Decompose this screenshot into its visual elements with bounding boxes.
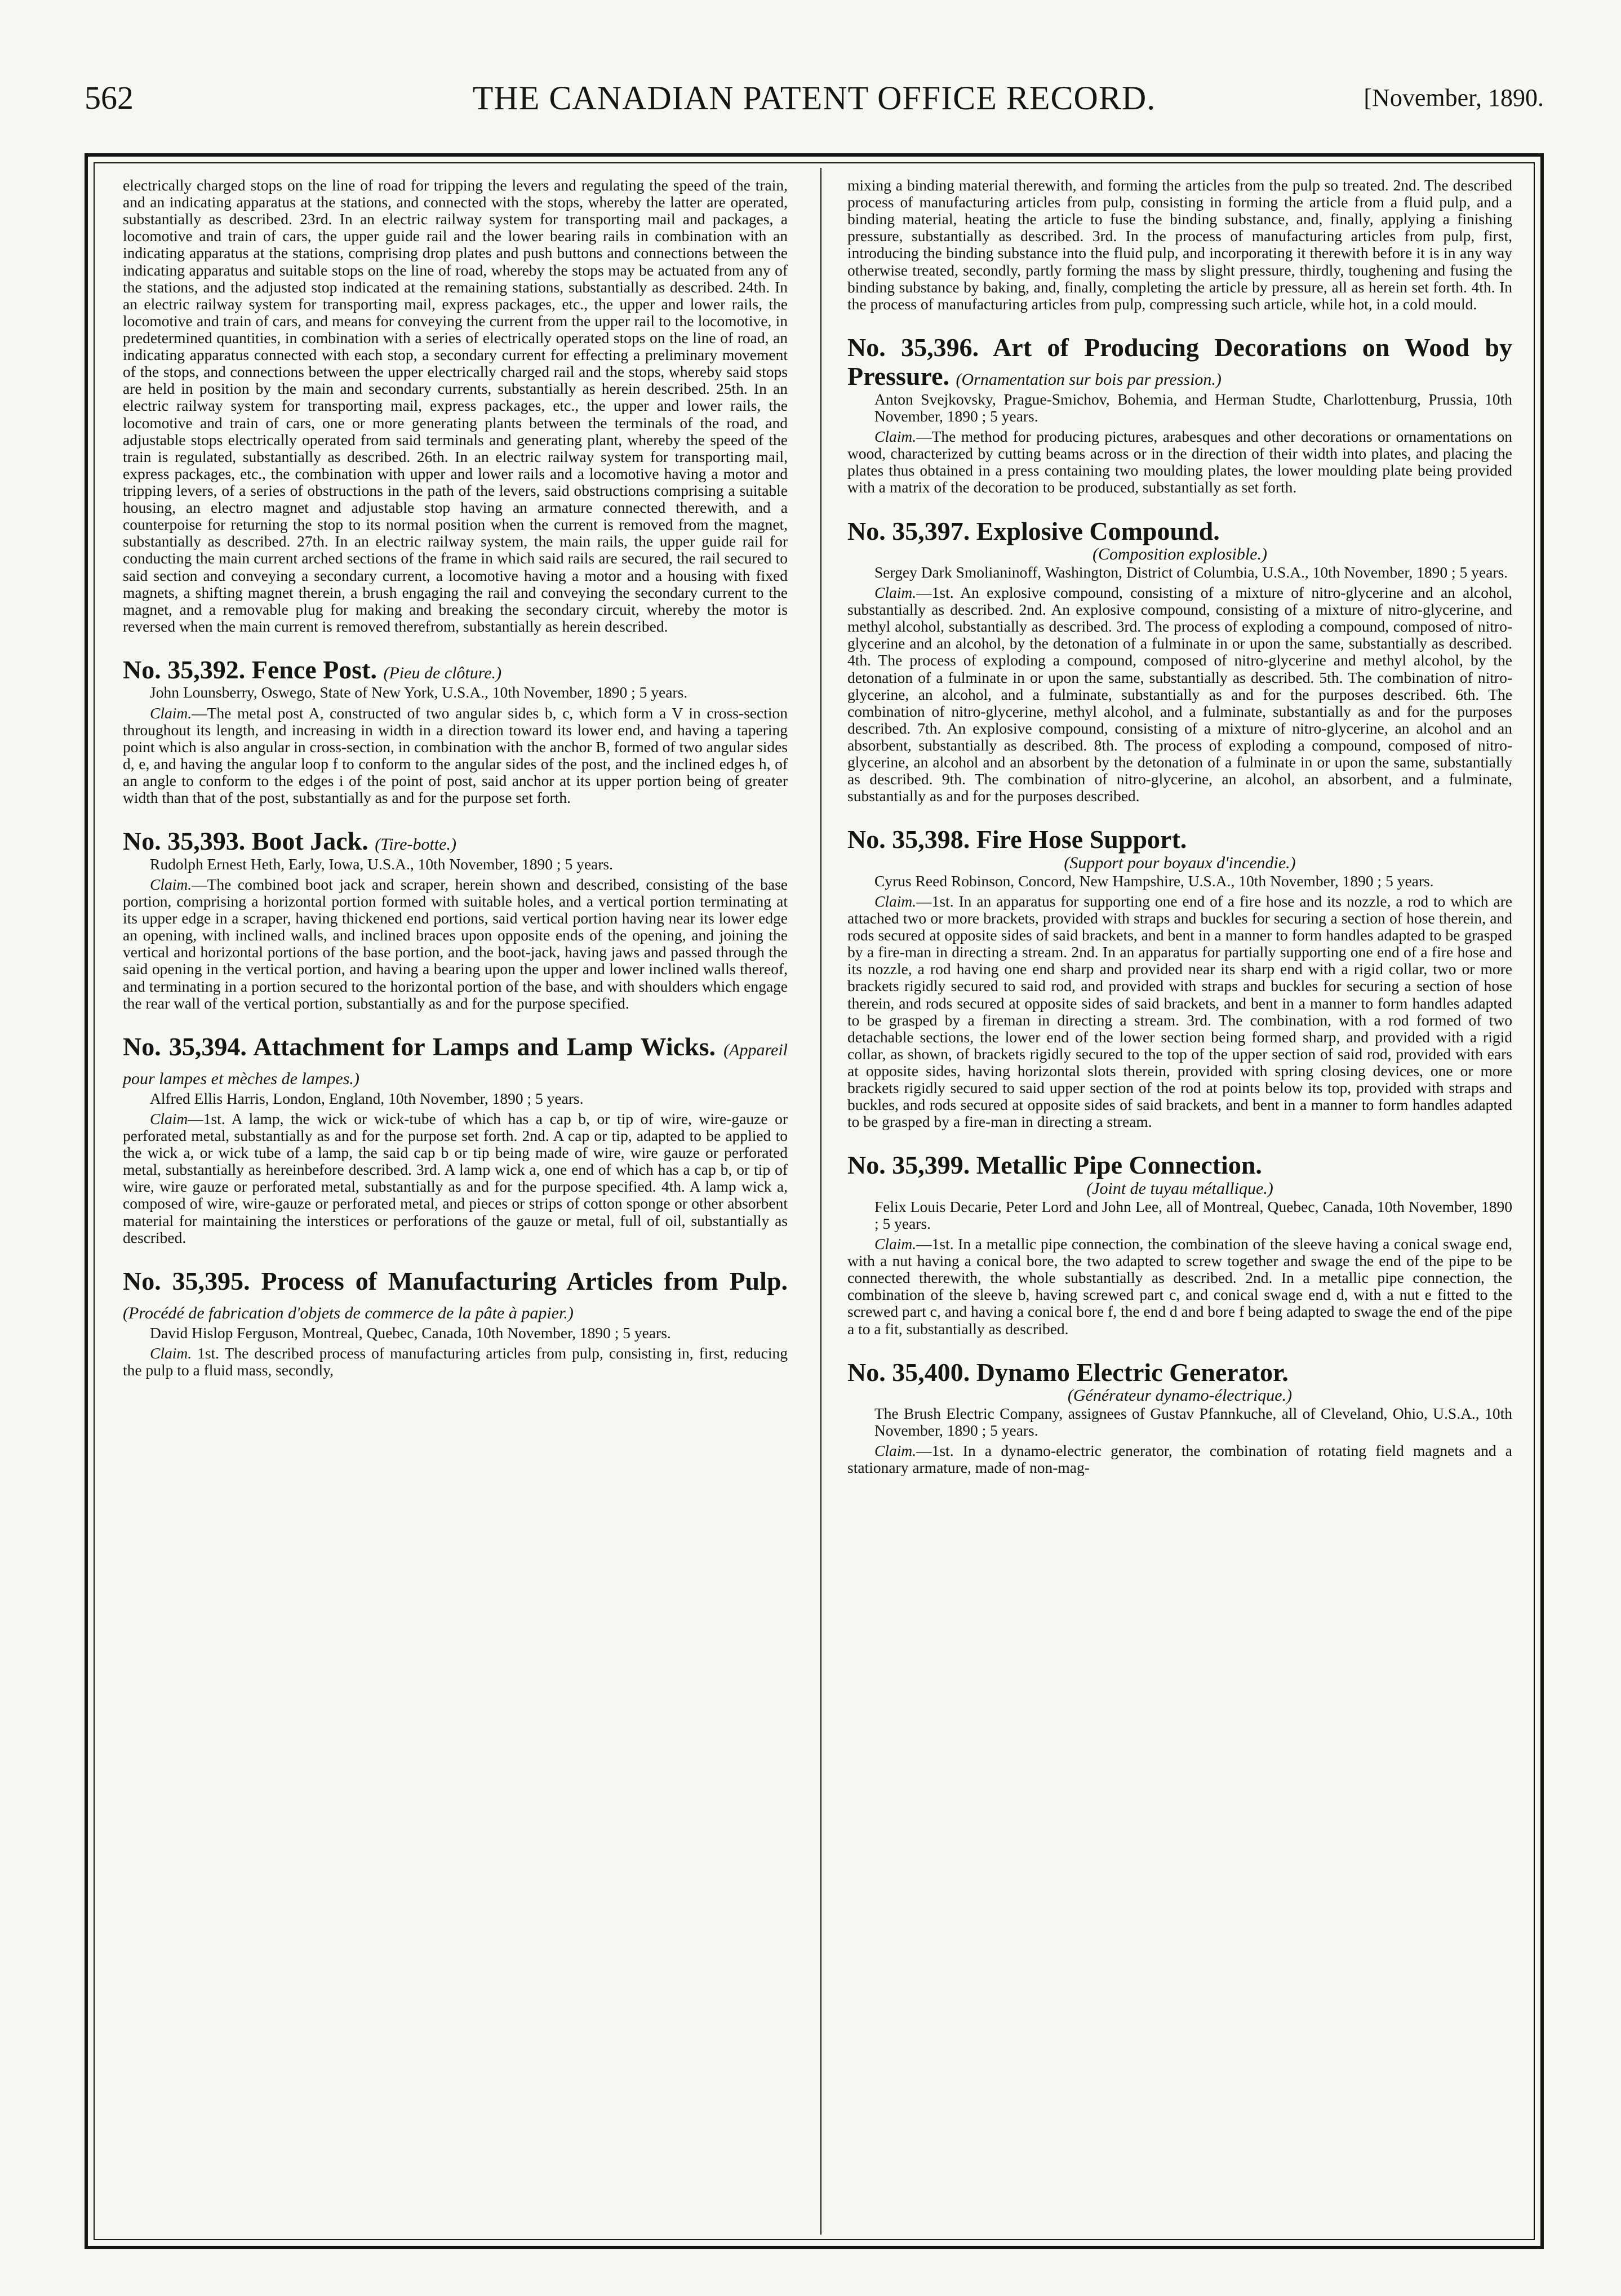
right-column (847, 177, 1512, 1476)
claim-text (847, 1236, 1512, 1338)
patent-heading (123, 1267, 788, 1325)
patent-number: No. 35,397. (847, 516, 970, 545)
patent-title: Boot Jack. (251, 827, 368, 856)
patentee: Felix Louis Decarie, Peter Lord and John Lee, all of Montreal, Quebec, Canada, 10th November, 1890 ; 5 years. (874, 1197, 1512, 1232)
claim-body: —The combined boot jack and scraper, herein shown and described, consisting of the base portion, comprising a horizontal portion formed with suitable holes, and a vertical portion terminating at its upper edge in a scraper, having thickened end portions, said vertical portion having near its lower edge an opening, with inclined walls, and inclined braces upon opposite ends of the opening, and joining the vertical and horizontal portions of the base portion, and the boot-jack, having jaws and passed through the said opening in the vertical portion, and having a bearing upon the upper and lower inclined walls thereof, and terminating in a portion secured to the horizontal portion of the base, and with shoulders which engage the rear wall of the vertical portion, substantially as and for the purpose specified. (123, 875, 788, 1012)
patent-title: Art of Producing Decorations on Wood by Pressure. (847, 332, 1512, 391)
patent-entry-35399 (847, 1151, 1512, 1337)
claim-text (123, 705, 788, 807)
patentee: The Brush Electric Company, assignees of Gustav Pfannkuche, all of Cleveland, Ohio, U.S.A., 10th November, 1890 ; 5 years. (874, 1405, 1512, 1440)
patent-number: No. 35,395. (123, 1266, 250, 1295)
patent-title: Explosive Compound. (976, 516, 1220, 545)
claim-label: Claim. (874, 1442, 917, 1460)
claim-label: Claim. (150, 875, 192, 893)
patent-translation: (Appareil pour lampes et mèches de lampes.) (123, 1040, 788, 1089)
patent-heading (847, 1151, 1512, 1180)
patent-translation: (Générateur dynamo-électrique.) (1067, 1386, 1293, 1405)
patent-translation: (Ornamentation sur bois par pression.) (956, 370, 1222, 389)
patent-entry-35392 (123, 655, 788, 806)
claim-text (847, 1442, 1512, 1476)
patent-translation: (Support pour boyaux d'incendie.) (1064, 853, 1296, 872)
claim-label: Claim. (874, 1235, 917, 1253)
claim-text (847, 428, 1512, 496)
patentee: Alfred Ellis Harris, London, England, 10th November, 1890 ; 5 years. (150, 1089, 584, 1107)
patentee: David Hislop Ferguson, Montreal, Quebec, Canada, 10th November, 1890 ; 5 years. (150, 1324, 671, 1342)
claim-text (847, 584, 1512, 805)
patent-heading (847, 333, 1512, 391)
claim-label: Claim. (874, 584, 917, 602)
patent-translation: (Tire-botte.) (375, 835, 456, 854)
patent-title: Process of Manufacturing Articles from Pulp. (261, 1266, 788, 1295)
page-number: 562 (85, 79, 134, 116)
patent-heading (847, 1358, 1512, 1387)
claim-body: —1st. In a metallic pipe connection, the combination of the sleeve having a conical swage end, with a nut having a conical bore, the two adapted to screw together and swage the end of the pipe to be connected therewith, the whole substantially as described. 2nd. In a metallic pipe connection, the combination of the sleeve b, having screwed part c, and conical swage end d, with a nut e fitted to the screwed part c, and having a conical bore f, the end d and bore f being adapted to swage the end of the pipe a to a fit, substantially as described. (847, 1235, 1512, 1338)
continued-claims: electrically charged stops on the line of road for tripping the levers and regulating the speed of the train, and an indicating apparatus at the stations, and connected with the stops, whereby the latter are operated, substantially as described. 23rd. In an electric railway system for transporting mail and packages, a locomotive and train of cars, the upper guide rail and the lower bearing rails in combination with an indicating apparatus at the stations, comprising drop plates and push buttons and connections between the indicating apparatus and suitable stops on the line of road, whereby the stops may be actuated from any of the stations, and the adjusted stop indicated at the remaining stations, substantially as described. 24th. In an electric railway system for transporting mail, express packages, etc., the upper and lower rails, the locomotive and train of cars, and means for conveying the current from the upper rail to the locomotive, in predetermined quantities, in combination with a series of electrically operated stops on the line of road, an indicating apparatus connected with each stop, a secondary current for effecting a preliminary movement of the stops, and connections between the upper electrically charged rail and the stops, whereby said stops are held in position by the main and secondary currents, substantially as herein described. 25th. In an electric railway system for transporting mail, express packages, etc., the upper and lower rails, the locomotive and train of cars, one or more generating plants between the terminals of the road, and adjustable stops electrically operated from said terminals and generating plant, whereby the speed of the train is regulated, substantially as described. 26th. In an electric railway system for transporting mail, express packages, etc., the combination with upper and lower rails and a locomotive having a motor and tripping levers, of a series of obstructions in the path of the levers, said obstructions comprising a suitable housing, an electro magnet and adjustable stop having an armature connected therewith, and a counterpoise for returning the stop to its normal position when the current is removed from the magnet, substantially as described. 27th. In an electric railway system, the main rails, the upper guide rail for conducting the main current arched sections of the frame in which said rails are secured, the rail secured to said section and conveying a secondary current, a locomotive having a motor and a housing with fixed magnets, a shifting magnet therein, a brush engaging the rail and conveying the secondary current to the magnet, and a removable plug for making and breaking the secondary circuit, whereby the motor is reversed when the main current is removed therefrom, substantially as herein described. (123, 176, 788, 635)
issue-date: [November, 1890. (1364, 84, 1544, 112)
claim-label: Claim. (874, 892, 917, 910)
patent-number: No. 35,392. (123, 655, 246, 684)
claim-label: Claim (150, 1109, 188, 1127)
patent-heading (123, 1032, 788, 1090)
patent-number: No. 35,398. (847, 825, 970, 854)
claim-body: 1st. The described process of manufacturing articles from pulp, consisting in, first, reducing the pulp to a fluid mass, secondly, (123, 1344, 788, 1379)
page-frame (85, 153, 1544, 2249)
patent-title: Attachment for Lamps and Lamp Wicks. (253, 1032, 716, 1061)
patent-entry-35398 (847, 825, 1512, 1130)
patent-entry-35400 (847, 1358, 1512, 1477)
claim-body: —1st. In a dynamo-electric generator, the combination of rotating field magnets and a stationary armature, made of non-mag- (847, 1442, 1512, 1477)
patent-entry-35394 (123, 1032, 788, 1246)
claim-body: —1st. In an apparatus for supporting one end of a fire hose and its nozzle, a rod to which are attached two or more brackets, provided with straps and buckles for securing a section of hose therein, and rods secured at opposite sides of said brackets, and bent in a manner to form handles adapted to be grasped by a fire-man in directing a stream. 2nd. In an apparatus for partially supporting one end of a fire hose and its nozzle, a rod having one end sharp and provided near its sharp end with a rigid collar, two or more brackets rigidly secured to said rod, and provided with straps and buckles for securing a section of hose therein, and rods secured at opposite sides of said brackets, and bent in a manner to form handles adapted to be grasped by a fireman in directing a stream. 3rd. The combination, with a rod formed of two detachable sections, the lower end of the lower section being formed sharp, and provided with a rigid collar, as shown, of brackets rigidly secured to the top of the upper section of said rod, provided with ears at opposite sides, having horizontal slots therein, provided with spring closing devices, one or more brackets rigidly secured to said upper section of the rod at points below its top, provided with straps and buckles, and rods secured at opposite sides of said brackets, and bent in a manner to form handles adapted to be grasped by a fire-man in directing a stream. (847, 892, 1512, 1131)
patent-translation: (Composition explosible.) (1092, 545, 1267, 564)
patentee: Cyrus Reed Robinson, Concord, New Hampshire, U.S.A., 10th November, 1890 ; 5 years. (874, 872, 1434, 890)
patentee: John Lounsberry, Oswego, State of New York, U.S.A., 10th November, 1890 ; 5 years. (150, 683, 688, 701)
patent-number: No. 35,393. (123, 827, 246, 856)
patent-number: No. 35,399. (847, 1151, 970, 1180)
patent-entry-35396 (847, 333, 1512, 496)
patent-heading (123, 827, 788, 856)
claim-body: —The method for producing pictures, arabesques and other decorations or ornamentations on wood, characterized by cutting beams across or in the direction of their width into plates, and placing the plates thus obtained in a press containing two moulding plates, the lower moulding plate being provided with a matrix of the decoration to be produced, substantially as set forth. (847, 428, 1512, 496)
claim-label: Claim. (150, 704, 192, 722)
claim-body: —The metal post A, constructed of two angular sides b, c, which form a V in cross-section throughout its length, and increasing in width in a direction toward its lower end, and having a tapering point which is also angular in cross-section, in combination with the anchor B, formed of two angular sides d, e, and having the angular loop f to conform to the angular sides of the post, and the inclined edges h, of an angle to conform to the edges i of the point of post, said anchor at its upper portion being of greater width than that of the post, substantially as and for the purpose set forth. (123, 704, 788, 807)
patent-entry-35395 (123, 1267, 788, 1379)
claim-text (123, 876, 788, 1012)
claim-label: Claim. (874, 428, 917, 446)
page-header (85, 79, 1544, 130)
patentee: Sergey Dark Smolianinoff, Washington, District of Columbia, U.S.A., 10th November, 1890 ; 5 years. (874, 563, 1508, 581)
publication-title: THE CANADIAN PATENT OFFICE RECORD. (472, 79, 1156, 117)
patent-entry-35397 (847, 517, 1512, 805)
patent-title: Dynamo Electric Generator. (976, 1357, 1289, 1387)
column-divider (820, 168, 821, 2235)
patent-translation: (Joint de tuyau métallique.) (1086, 1179, 1273, 1198)
claim-text (847, 893, 1512, 1131)
patent-heading (847, 825, 1512, 854)
patent-heading (847, 517, 1512, 546)
patent-heading (123, 655, 788, 685)
claim-label: Claim. (150, 1344, 192, 1362)
patent-number: No. 35,394. (123, 1032, 247, 1061)
claim-body: —1st. An explosive compound, consisting of a mixture of nitro-glycerine and an alcohol, substantially as described. 2nd. An explosive compound, consisting of a mixture of nitro-glycerine, and methyl alcohol, substantially as described. 3rd. The process of exploding a compound, composed of nitro-glycerine and an alcohol, by the detonation of a fulminate in or upon the same, substantially as described. 4th. The process of exploding a compound, composed of nitro-glycerine and methyl alcohol, by the detonation of a fulminate in or upon the same, substantially as described. 5th. The combination of nitro-glycerine, an alcohol, and a fulminate, substantially as and for the purposes described. 6th. The combination of nitro-glycerine, methyl alcohol, and a fulminate, substantially as and for the purposes described. 7th. An explosive compound, consisting of a mixture of nitro-glycerine, an alcohol and an absorbent, substantially as described. 8th. The process of exploding a compound, composed of nitro-glycerine, an alcohol and an absorbent by the detonation of a fulminate in or upon the same, substantially as described. 9th. The combination of nitro-glycerine, an alcohol, an absorbent, and a fulminate, substantially as and for the purposes described. (847, 584, 1512, 805)
patent-title: Metallic Pipe Connection. (976, 1151, 1262, 1180)
claim-body: —1st. A lamp, the wick or wick-tube of which has a cap b, or tip of wire, wire-gauze or perforated metal, substantially as and for the purpose set forth. 2nd. A cap or tip, adapted to be applied to the wick a, or wick tube of a lamp, the said cap b or tip being made of wire, wire gauze or perforated metal, substantially as hereinbefore described. 3rd. A lamp wick a, one end of which has a cap b, or tip of wire, wire gauze or perforated metal, substantially as and for the purpose specified. 4th. A lamp wick a, composed of wire, wire-gauze or perforated metal, and pieces or strips of cotton sponge or other absorbent material for maintaining the interstices or perforations of the gauze or metal, full of oil, substantially as described. (123, 1109, 788, 1246)
patentee: Anton Svejkovsky, Prague-Smichov, Bohemia, and Herman Studte, Charlottenburg, Prussia, 10th November, 1890 ; 5 years. (874, 390, 1512, 425)
left-column (123, 177, 788, 1379)
claim-text (123, 1345, 788, 1379)
patent-title: Fire Hose Support. (976, 825, 1187, 854)
claim-text (123, 1111, 788, 1246)
patent-translation: (Pieu de clôture.) (383, 663, 502, 682)
patent-entry-35393 (123, 827, 788, 1012)
patent-number: No. 35,400. (847, 1357, 970, 1387)
patent-title: Fence Post. (251, 655, 377, 684)
patent-number: No. 35,396. (847, 332, 979, 362)
patentee: Rudolph Ernest Heth, Early, Iowa, U.S.A., 10th November, 1890 ; 5 years. (150, 855, 613, 873)
patent-translation: (Procédé de fabrication d'objets de commerce de la pâte à papier.) (123, 1304, 574, 1323)
continued-claims: mixing a binding material therewith, and forming the articles from the pulp so treated. 2nd. The described process of manufacturing articles from pulp, consisting in forming the article from a fluid pulp, and a binding material, heating the article to fuse the binding substance, and, finally, applying a finishing pressure, substantially as described. 3rd. In the process of manufacturing articles from pulp, first, introducing the binding substance into the fluid pulp, and incorporating it therewith before it is in any way otherwise treated, secondly, partly forming the mass by slight pressure, thirdly, toughening and fusing the binding substance by baking, and, finally, completing the article by pressure, all as herein set forth. 4th. In the process of manufacturing articles from pulp, compressing such article, while hot, in a cold mould. (847, 176, 1512, 313)
